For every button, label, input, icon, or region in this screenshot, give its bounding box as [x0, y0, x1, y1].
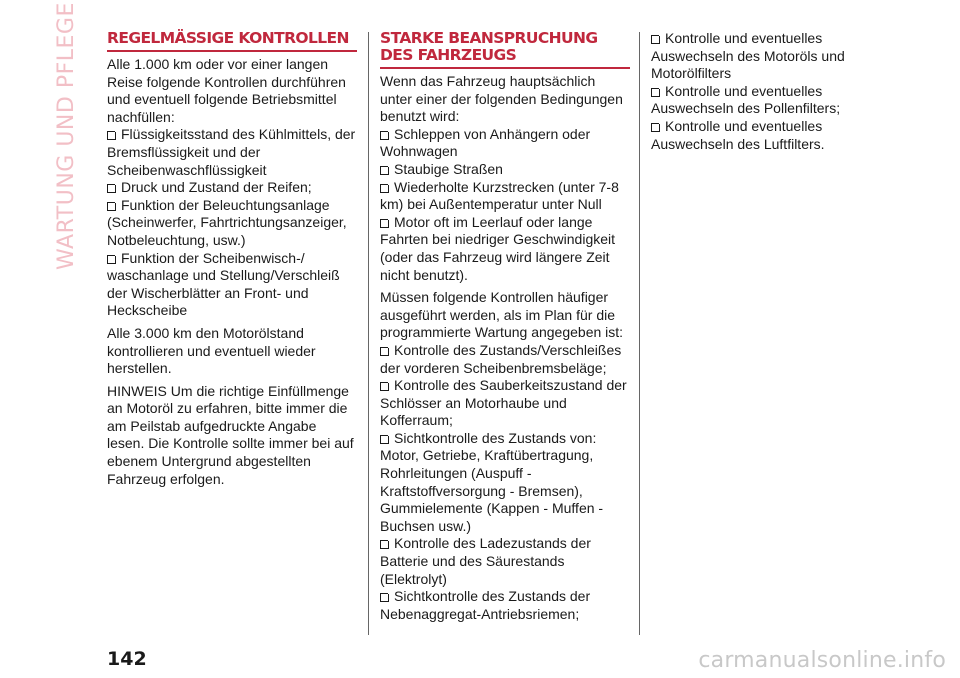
- checkbox-bullet-icon: [380, 435, 389, 444]
- checkbox-bullet-icon: [380, 593, 389, 602]
- list-item: Wiederholte Kurzstrecken (unter 7-8 km) bei Außentemperatur unter Null: [380, 178, 619, 213]
- checkbox-bullet-icon: [380, 540, 389, 549]
- checkbox-bullet-icon: [380, 184, 389, 193]
- checkbox-bullet-icon: [380, 131, 389, 140]
- checkbox-bullet-icon: [651, 123, 660, 132]
- checkbox-bullet-icon: [107, 131, 116, 140]
- column-regular-checks: [107, 30, 357, 493]
- checkbox-bullet-icon: [651, 88, 660, 97]
- list-item: Flüssigkeitsstand des Kühlmittels, der Bremsflüssigkeit und der Scheibenwaschflüssigkeit: [107, 126, 356, 178]
- checkbox-bullet-icon: [651, 35, 660, 44]
- list-item: Staubige Straßen: [380, 161, 630, 179]
- paragraph: Alle 3.000 km den Motorölstand kontrollieren und eventuell wieder herstellen.: [107, 324, 316, 377]
- column-heavy-use: [380, 30, 630, 623]
- list-item: Kontrolle und eventuelles Auswechseln des Pollenfilters;: [651, 82, 841, 117]
- paragraph: Müssen folgende Kontrollen häufiger ausgeführt werden, als im Plan für die programmierte Wartung angegeben ist:: [380, 289, 624, 341]
- heading-heavy-use: STARKE BEANSPRUCHUNG DES FAHRZEUGS: [380, 30, 630, 69]
- page-number: 142: [107, 648, 147, 670]
- checkbox-bullet-icon: [107, 184, 116, 193]
- intro-text: Alle 1.000 km oder vor einer langen Reise folgende Kontrollen durchführen und eventuell folgende Betriebsmittel nachfüllen:: [107, 56, 346, 125]
- column-continued-checks: [651, 30, 891, 153]
- list-item: Kontrolle des Sauberkeitszustand der Schlösser an Motorhaube und Kofferraum;: [380, 377, 627, 429]
- list-item: Kontrolle des Ladezustands der Batterie und des Säurestands (Elektrolyt): [380, 535, 591, 587]
- heading-regular-checks: REGELMÄSSIGE KONTROLLEN: [107, 30, 357, 52]
- column-divider: [368, 32, 369, 635]
- list-item: Motor oft im Leerlauf oder lange Fahrten bei niedriger Geschwindigkeit (oder das Fahrzeug wird längere Zeit nicht benutzt).: [380, 213, 616, 283]
- section-side-title: WARTUNG UND PFLEGE: [54, 2, 79, 270]
- list-item: Sichtkontrolle des Zustands von: Motor, Getriebe, Kraftübertragung, Rohrleitungen (Auspuff - Kraftstoffversorgung - Bremsen), Gummielemente (Kappen - Muffen - Buchsen usw.): [380, 429, 604, 534]
- list-item: Funktion der Beleuchtungsanlage (Scheinwerfer, Fahrtrichtungsanzeiger, Notbeleuchtung, usw.): [107, 196, 347, 248]
- checkbox-bullet-icon: [380, 219, 389, 228]
- checkbox-bullet-icon: [380, 347, 389, 356]
- watermark: carmanualsonline.info: [698, 648, 946, 673]
- list-item: Kontrolle und eventuelles Auswechseln des Luftfilters.: [651, 117, 825, 152]
- checkbox-bullet-icon: [107, 255, 116, 264]
- checkbox-bullet-icon: [380, 166, 389, 175]
- intro-text: Wenn das Fahrzeug hauptsächlich unter einer der folgenden Bedingungen benutzt wird:: [380, 73, 623, 125]
- list-item: Druck und Zustand der Reifen;: [107, 179, 357, 197]
- list-item: Kontrolle des Zustands/Verschleißes der vorderen Scheibenbremsbeläge;: [380, 341, 622, 376]
- checkbox-bullet-icon: [380, 382, 389, 391]
- list-item: Funktion der Scheibenwisch-/ waschanlage und Stellung/Verschleiß der Wischerblätter an Front- und Heckscheibe: [107, 249, 340, 319]
- note-paragraph: HINWEIS Um die richtige Einfüllmenge an Motoröl zu erfahren, bitte immer die am Peilstab aufgedruckte Angabe lesen. Die Kontrolle sollte immer bei auf ebenem Untergrund abgestellten Fahrzeug erfolgen.: [107, 382, 354, 487]
- checkbox-bullet-icon: [107, 202, 116, 211]
- list-item: Kontrolle und eventuelles Auswechseln des Motoröls und Motorölfilters: [651, 30, 845, 82]
- list-item: Schleppen von Anhängern oder Wohnwagen: [380, 125, 591, 160]
- list-item: Sichtkontrolle des Zustands der Nebenaggregat-Antriebsriemen;: [380, 588, 591, 622]
- column-divider: [639, 32, 640, 635]
